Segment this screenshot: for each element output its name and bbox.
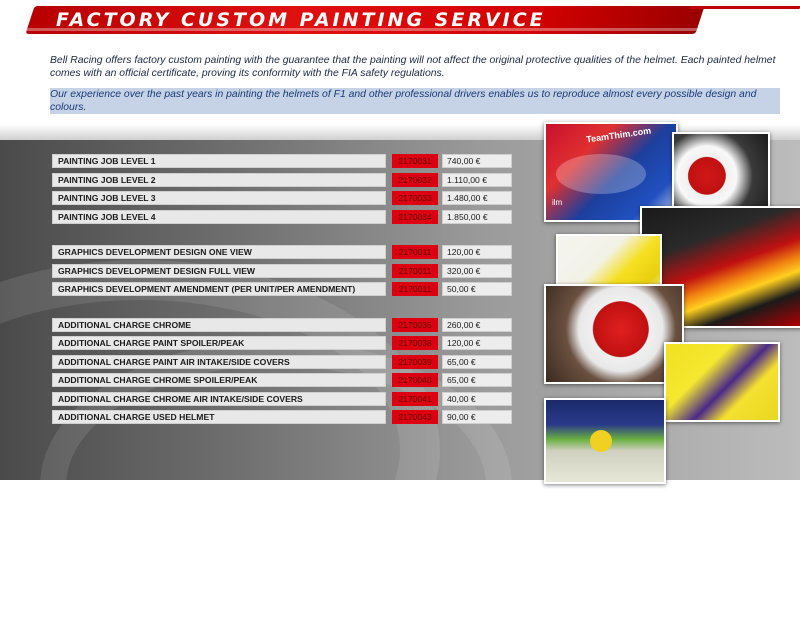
service-label: ADDITIONAL CHARGE PAINT SPOILER/PEAK — [52, 336, 386, 350]
article-code: 2170041 — [392, 392, 438, 406]
article-code: 2170039 — [392, 355, 438, 369]
article-code: 2170034 — [392, 210, 438, 224]
price-value: 320,00 € — [442, 264, 512, 278]
helmet-emblem — [590, 430, 612, 452]
article-code: 2170032 — [392, 173, 438, 187]
price-value: 260,00 € — [442, 318, 512, 332]
article-code: 2170043 — [392, 410, 438, 424]
price-value: 1.480,00 € — [442, 191, 512, 205]
price-value: 120,00 € — [442, 336, 512, 350]
page-title: FACTORY CUSTOM PAINTING SERVICE — [56, 9, 546, 31]
intro-paragraph: Bell Racing offers factory custom painting with the guarantee that the painting will not affect the original protective qualities of the helmet. Each painted helmet comes with an official certificate, proving its conformity with the FIA safety regulations. — [50, 55, 776, 79]
service-label: GRAPHICS DEVELOPMENT DESIGN FULL VIEW — [52, 264, 386, 278]
service-label: ADDITIONAL CHARGE CHROME AIR INTAKE/SIDE COVERS — [52, 392, 386, 406]
service-label: GRAPHICS DEVELOPMENT AMENDMENT (PER UNIT/PER AMENDMENT) — [52, 282, 386, 296]
article-code: 2170035 — [392, 318, 438, 332]
price-value: 40,00 € — [442, 392, 512, 406]
article-code: 2170031 — [392, 154, 438, 168]
helmet-photo-yellow-purple — [664, 342, 780, 422]
article-code: 2170033 — [392, 191, 438, 205]
service-label: PAINTING JOB LEVEL 2 — [52, 173, 386, 187]
article-code: 2170038 — [392, 336, 438, 350]
helmet-sponsor-text: TeamThim.com — [585, 125, 652, 145]
helmet-photo-red-close — [544, 284, 684, 384]
helmet-name-text: ilm — [552, 198, 563, 207]
price-value: 740,00 € — [442, 154, 512, 168]
price-value: 1.110,00 € — [442, 173, 512, 187]
article-code: 2170040 — [392, 373, 438, 387]
article-code: 2170011 — [392, 282, 438, 296]
service-label: PAINTING JOB LEVEL 4 — [52, 210, 386, 224]
helmet-visor — [556, 154, 646, 194]
service-label: ADDITIONAL CHARGE CHROME SPOILER/PEAK — [52, 373, 386, 387]
article-code: 2170011 — [392, 245, 438, 259]
service-label: ADDITIONAL CHARGE CHROME — [52, 318, 386, 332]
price-value: 1.850,00 € — [442, 210, 512, 224]
helmet-photo-painting — [672, 132, 770, 212]
price-value: 65,00 € — [442, 373, 512, 387]
service-label: PAINTING JOB LEVEL 3 — [52, 191, 386, 205]
service-label: PAINTING JOB LEVEL 1 — [52, 154, 386, 168]
intro-text — [50, 54, 780, 114]
price-value: 65,00 € — [442, 355, 512, 369]
price-value: 90,00 € — [442, 410, 512, 424]
service-label: GRAPHICS DEVELOPMENT DESIGN ONE VIEW — [52, 245, 386, 259]
price-value: 120,00 € — [442, 245, 512, 259]
service-label: ADDITIONAL CHARGE USED HELMET — [52, 410, 386, 424]
header-swoosh — [690, 6, 800, 9]
helmet-photo-blue-green — [544, 398, 666, 484]
article-code: 2170011 — [392, 264, 438, 278]
service-label: ADDITIONAL CHARGE PAINT AIR INTAKE/SIDE COVERS — [52, 355, 386, 369]
intro-highlight-paragraph: Our experience over the past years in painting the helmets of F1 and other professional drivers enables us to reproduce almost every possible design and colours. — [50, 88, 780, 114]
price-value: 50,00 € — [442, 282, 512, 296]
